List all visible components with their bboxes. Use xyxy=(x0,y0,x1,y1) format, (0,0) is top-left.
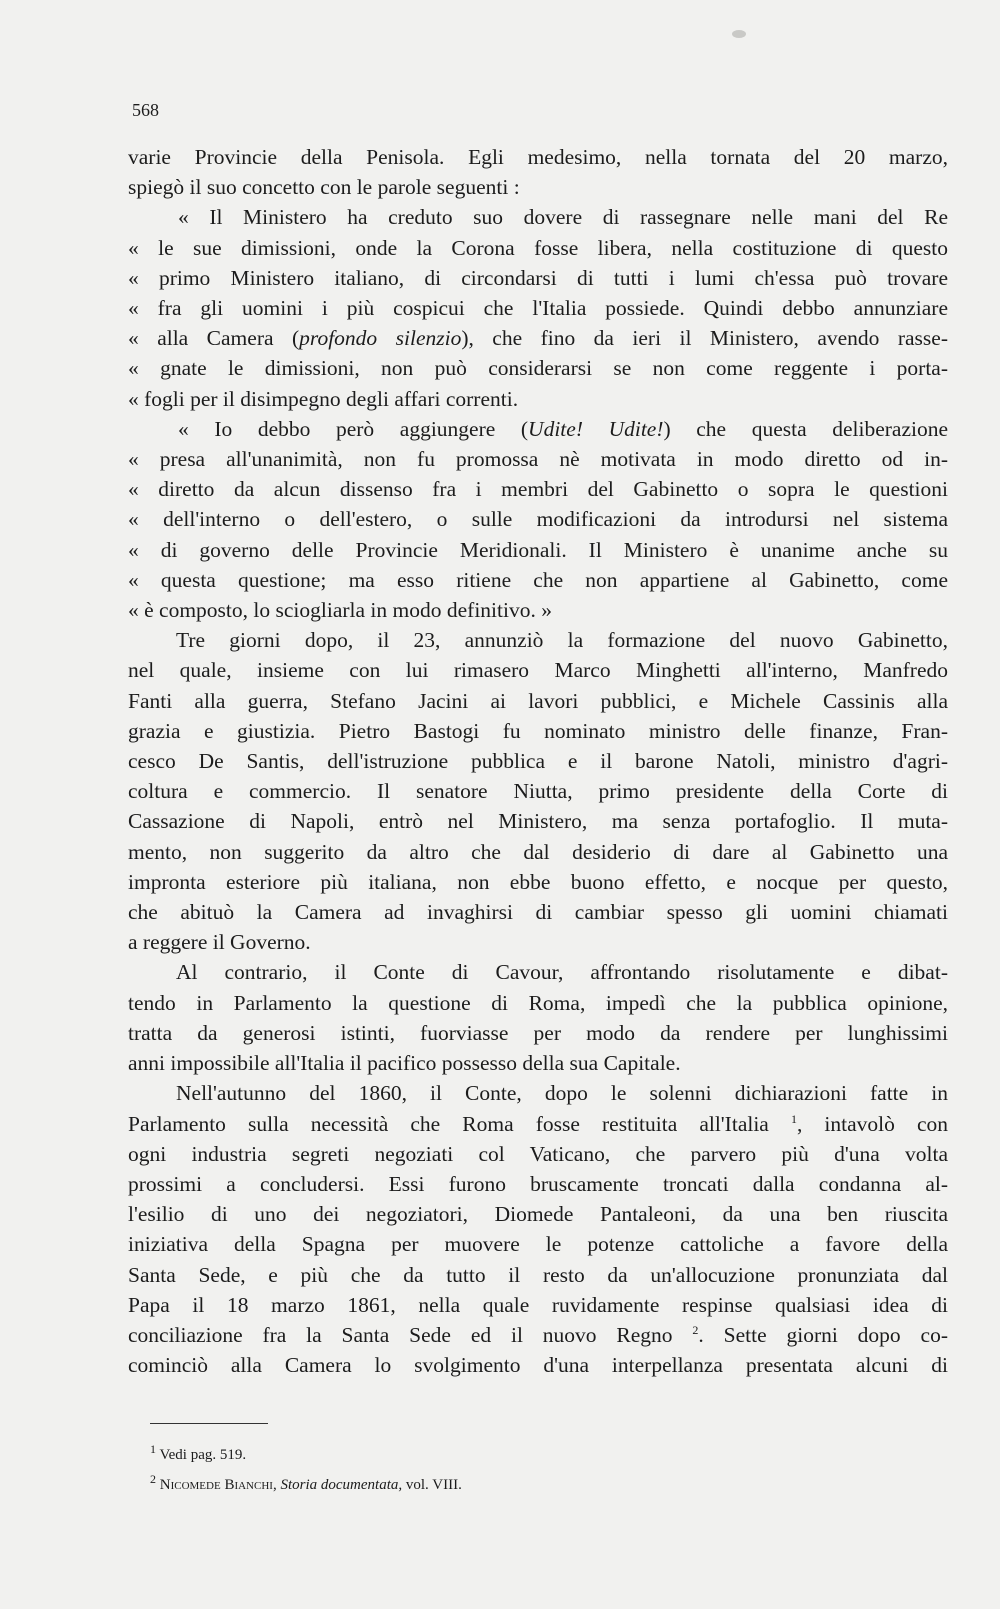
text-line: grazia e giustizia. Pietro Bastogi fu nominato ministro delle finanze, Fran- xyxy=(128,718,948,743)
text-line: Papa il 18 marzo 1861, nella quale ruvidamente respinse qualsiasi idea di xyxy=(128,1292,948,1317)
text-line: anni impossibile all'Italia il pacifico possesso della sua Capitale. xyxy=(128,1051,681,1076)
text-line: « di governo delle Provincie Meridionali. Il Ministero è unanime anche su xyxy=(128,537,948,562)
text-line: « è composto, lo sciogliarla in modo definitivo. » xyxy=(128,598,552,623)
text-line: « Il Ministero ha creduto suo dovere di rassegnare nelle mani del Re xyxy=(178,205,948,230)
text-line: coltura e commercio. Il senatore Niutta, primo presidente della Corte di xyxy=(128,779,948,804)
body-text xyxy=(128,142,948,1380)
italic-phrase: Udite! xyxy=(528,416,583,441)
italic-phrase: Udite! xyxy=(608,416,664,441)
text-line: Santa Sede, e più che da tutto il resto da un'allocuzione pronunziata dal xyxy=(128,1262,948,1287)
text-line: « questa questione; ma esso ritiene che non appartiene al Gabinetto, come xyxy=(128,567,948,592)
text-line: Cassazione di Napoli, entrò nel Ministero, ma senza portafoglio. Il muta- xyxy=(128,809,948,834)
text-line: Parlamento sulla necessità che Roma fosse restituita all'Italia $^1$, intavolò con xyxy=(128,1111,948,1136)
text-line: « dell'interno o dell'estero, o sulle modificazioni da introdursi nel sistema xyxy=(128,507,948,532)
text-line: mento, non suggerito da altro che dal desiderio di dare al Gabinetto una xyxy=(128,839,948,864)
text-line: spiegò il suo concetto con le parole seguenti : xyxy=(128,175,520,200)
italic-phrase: profondo silenzio xyxy=(299,326,462,351)
text-line: tratta da generosi istinti, fuorviasse per modo da rendere per lunghissimi xyxy=(128,1020,948,1045)
text-line: ogni industria segreti negoziati col Vaticano, che parvero più d'una volta xyxy=(128,1141,948,1166)
text-line: impronta esteriore più italiana, non ebbe buono effetto, e nocque per questo, xyxy=(128,869,948,894)
text-line: cominciò alla Camera lo svolgimento d'una interpellanza presentata alcuni di xyxy=(128,1353,948,1378)
text-line: cesco De Santis, dell'istruzione pubblica e il barone Natoli, ministro d'agri- xyxy=(128,749,948,774)
text-line: conciliazione fra la Santa Sede ed il nuovo Regno $^2$. Sette giorni dopo co- xyxy=(128,1322,948,1347)
footnote-2: $^2$ Nicomede Bianchi, Storia documentata, vol. VIII. xyxy=(150,1472,462,1493)
paper-speck xyxy=(732,30,746,38)
text-line: « alla Camera (profondo silenzio), che fino da ieri il Ministero, avendo rasse- xyxy=(128,326,948,351)
text-line: a reggere il Governo. xyxy=(128,930,311,955)
text-line: tendo in Parlamento la questione di Roma, impedì che la pubblica opinione, xyxy=(128,990,948,1015)
text-line: « fra gli uomini i più cospicui che l'Italia possiede. Quindi debbo annunziare xyxy=(128,296,948,321)
text-line: « le sue dimissioni, onde la Corona fosse libera, nella costituzione di questo xyxy=(128,235,948,260)
text-line: Tre giorni dopo, il 23, annunziò la formazione del nuovo Gabinetto, xyxy=(176,628,948,653)
footnote-author: Nicomede Bianchi, xyxy=(156,1477,277,1493)
text-line: « gnate le dimissioni, non può considerarsi se non come reggente i porta- xyxy=(128,356,948,381)
text-line: nel quale, insieme con lui rimasero Marco Minghetti all'interno, Manfredo xyxy=(128,658,948,683)
text-line: « Io debbo però aggiungere (Udite! Udite!) che questa deliberazione xyxy=(178,416,949,441)
text-line: varie Provincie della Penisola. Egli medesimo, nella tornata del 20 marzo, xyxy=(128,145,948,169)
text-line: che abituò la Camera ad invaghirsi di cambiar spesso gli uomini chiamati xyxy=(128,900,948,925)
text-line: « fogli per il disimpegno degli affari correnti. xyxy=(128,386,519,411)
text-line: Nell'autunno del 1860, il Conte, dopo le solenni dichiarazioni fatte in xyxy=(176,1081,948,1106)
text-line: « presa all'unanimità, non fu promossa nè motivata in modo diretto od in- xyxy=(128,447,948,472)
footnote-1: $^1$ Vedi pag. 519. xyxy=(150,1442,247,1463)
text-line: « primo Ministero italiano, di circondarsi di tutti i lumi ch'essa può trovare xyxy=(128,265,948,290)
footnotes xyxy=(150,1440,462,1500)
footnote-title: Storia documentata, xyxy=(276,1477,403,1493)
footnote-ref: 2 xyxy=(692,1322,699,1337)
footnote-divider xyxy=(150,1423,268,1424)
text-line: Al contrario, il Conte di Cavour, affrontando risolutamente e dibat- xyxy=(176,960,948,985)
text-line: « diretto da alcun dissenso fra i membri del Gabinetto o sopra le questioni xyxy=(128,477,948,502)
page-number: 568 xyxy=(132,100,159,120)
text-line: iniziativa della Spagna per muovere le potenze cattoliche a favore della xyxy=(128,1232,948,1257)
text-line: l'esilio di uno dei negoziatori, Diomede Pantaleoni, da una ben riuscita xyxy=(128,1202,948,1227)
footnote-ref: 1 xyxy=(790,1111,797,1126)
text-line: prossimi a concludersi. Essi furono bruscamente troncati dalla condanna al- xyxy=(128,1171,948,1196)
text-line: Fanti alla guerra, Stefano Jacini ai lavori pubblici, e Michele Cassinis alla xyxy=(128,688,948,713)
